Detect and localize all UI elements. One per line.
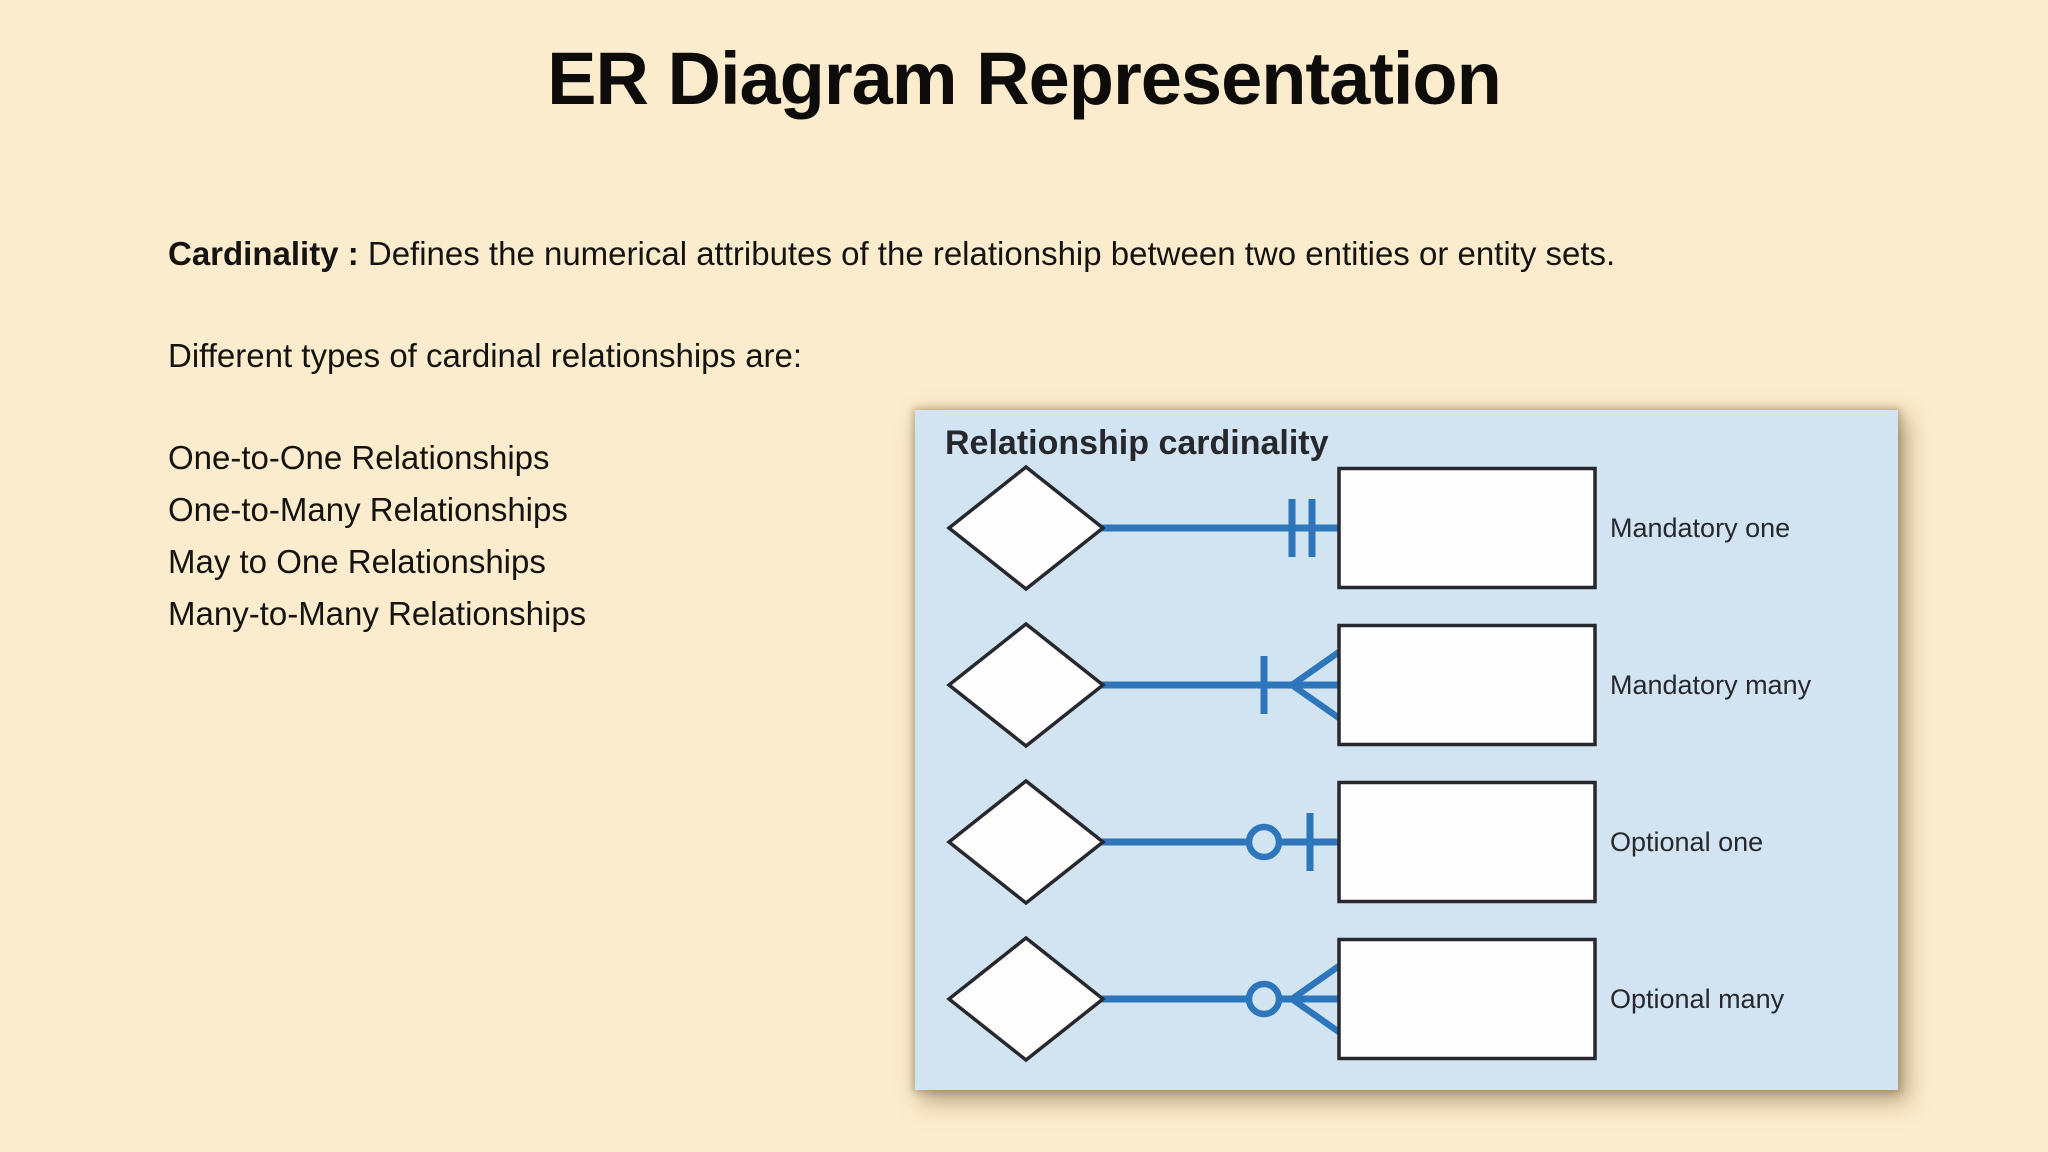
crow-foot-icon	[1292, 966, 1339, 999]
figure-row	[949, 467, 1790, 589]
relationship-type-item: One-to-One Relationships	[168, 439, 550, 476]
intro-text: Different types of cardinal relationships are:	[168, 337, 803, 374]
entity-rectangle	[1339, 783, 1595, 902]
figure-row	[949, 938, 1785, 1060]
relationship-diamond-icon	[949, 938, 1103, 1060]
cardinality-paragraph	[168, 232, 1928, 276]
relationship-diamond-icon	[949, 781, 1103, 903]
slide-title: ER Diagram Representation	[547, 37, 1501, 120]
cardinality-definition: Defines the numerical attributes of the relationship between two entities or entity sets.	[367, 235, 1616, 272]
crow-foot-icon	[1292, 999, 1339, 1032]
entity-rectangle	[1339, 626, 1595, 745]
relationship-diamond-icon	[949, 467, 1103, 589]
optional-ring-icon	[1249, 827, 1279, 857]
relationship-cardinality-figure	[915, 410, 1898, 1090]
crow-foot-icon	[1292, 652, 1339, 685]
relationship-type-item: Many-to-Many Relationships	[168, 595, 587, 632]
figure-row-label: Optional many	[1610, 984, 1785, 1014]
figure-row	[949, 781, 1763, 903]
figure-row	[949, 624, 1812, 746]
optional-ring-icon	[1249, 984, 1279, 1014]
relationship-diamond-icon	[949, 624, 1103, 746]
figure-title: Relationship cardinality	[945, 424, 1329, 462]
figure-row-label: Mandatory one	[1610, 513, 1791, 543]
figure-row-label: Optional one	[1610, 827, 1764, 857]
entity-rectangle	[1339, 940, 1595, 1059]
relationship-type-item: One-to-Many Relationships	[168, 491, 568, 528]
cardinality-term: Cardinality :	[168, 235, 359, 272]
relationship-type-item: May to One Relationships	[168, 543, 546, 580]
entity-rectangle	[1339, 469, 1595, 588]
crow-foot-icon	[1292, 685, 1339, 718]
figure-canvas	[915, 410, 1898, 1090]
figure-row-label: Mandatory many	[1610, 670, 1812, 700]
